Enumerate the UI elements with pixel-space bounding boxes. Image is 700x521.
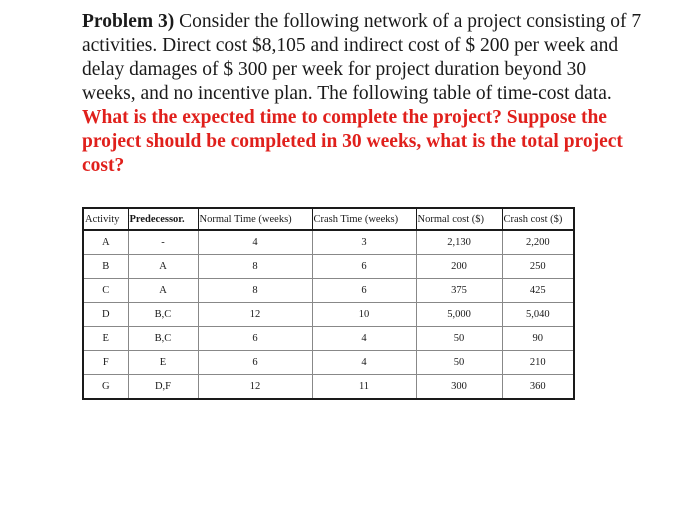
table-row	[83, 327, 574, 351]
cell-crash-time: 3	[312, 230, 416, 255]
cell-normal-time: 12	[198, 375, 312, 400]
cell-normal-time: 8	[198, 279, 312, 303]
cell-predecessor: -	[128, 230, 198, 255]
cell-normal-cost: 50	[416, 327, 502, 351]
cell-crash-cost: 5,040	[502, 303, 574, 327]
table-row	[83, 351, 574, 375]
problem-statement: Consider the following network of a project consisting of 7 activities. Direct cost $8,105 and indirect cost of $ 200 per week and delay damages of $ 300 per week for project duration beyond 30 weeks, and no incentive plan. The following table of time-cost data.	[82, 11, 642, 104]
cell-predecessor: A	[128, 255, 198, 279]
header-normal-time: Normal Time (weeks)	[198, 208, 312, 230]
cell-normal-cost: 375	[416, 279, 502, 303]
cell-normal-cost: 5,000	[416, 303, 502, 327]
table-row	[83, 230, 574, 255]
cell-activity: B	[83, 255, 128, 279]
cell-crash-cost: 210	[502, 351, 574, 375]
cell-crash-cost: 425	[502, 279, 574, 303]
cell-predecessor: B,C	[128, 327, 198, 351]
cell-normal-time: 6	[198, 327, 312, 351]
problem-text	[82, 10, 642, 178]
problem-question: What is the expected time to complete the project? Suppose the project should be completed in 30 weeks, what is the total project cost?	[82, 107, 623, 176]
cell-crash-cost: 2,200	[502, 230, 574, 255]
cell-activity: C	[83, 279, 128, 303]
cell-predecessor: E	[128, 351, 198, 375]
cell-activity: G	[83, 375, 128, 400]
header-crash-time: Crash Time (weeks)	[312, 208, 416, 230]
cell-crash-cost: 360	[502, 375, 574, 400]
table-row	[83, 303, 574, 327]
cell-crash-time: 4	[312, 351, 416, 375]
cell-crash-time: 6	[312, 255, 416, 279]
cell-activity: E	[83, 327, 128, 351]
header-predecessor: Predecessor.	[128, 208, 198, 230]
cell-normal-time: 6	[198, 351, 312, 375]
cell-normal-cost: 300	[416, 375, 502, 400]
cell-normal-cost: 200	[416, 255, 502, 279]
time-cost-table	[82, 207, 575, 400]
cell-crash-cost: 250	[502, 255, 574, 279]
header-normal-cost: Normal cost ($)	[416, 208, 502, 230]
table-row	[83, 279, 574, 303]
cell-crash-time: 4	[312, 327, 416, 351]
cell-predecessor: D,F	[128, 375, 198, 400]
header-crash-cost: Crash cost ($)	[502, 208, 574, 230]
cell-predecessor: B,C	[128, 303, 198, 327]
cell-crash-time: 11	[312, 375, 416, 400]
table-header-row	[83, 208, 574, 230]
cell-normal-cost: 50	[416, 351, 502, 375]
cell-normal-time: 12	[198, 303, 312, 327]
cell-predecessor: A	[128, 279, 198, 303]
cell-normal-cost: 2,130	[416, 230, 502, 255]
table-row	[83, 255, 574, 279]
cell-crash-cost: 90	[502, 327, 574, 351]
cell-crash-time: 6	[312, 279, 416, 303]
cell-activity: A	[83, 230, 128, 255]
cell-crash-time: 10	[312, 303, 416, 327]
problem-label: Problem 3)	[82, 11, 175, 32]
cell-normal-time: 8	[198, 255, 312, 279]
cell-activity: F	[83, 351, 128, 375]
header-activity: Activity	[83, 208, 128, 230]
cell-activity: D	[83, 303, 128, 327]
cell-normal-time: 4	[198, 230, 312, 255]
table-row	[83, 375, 574, 400]
